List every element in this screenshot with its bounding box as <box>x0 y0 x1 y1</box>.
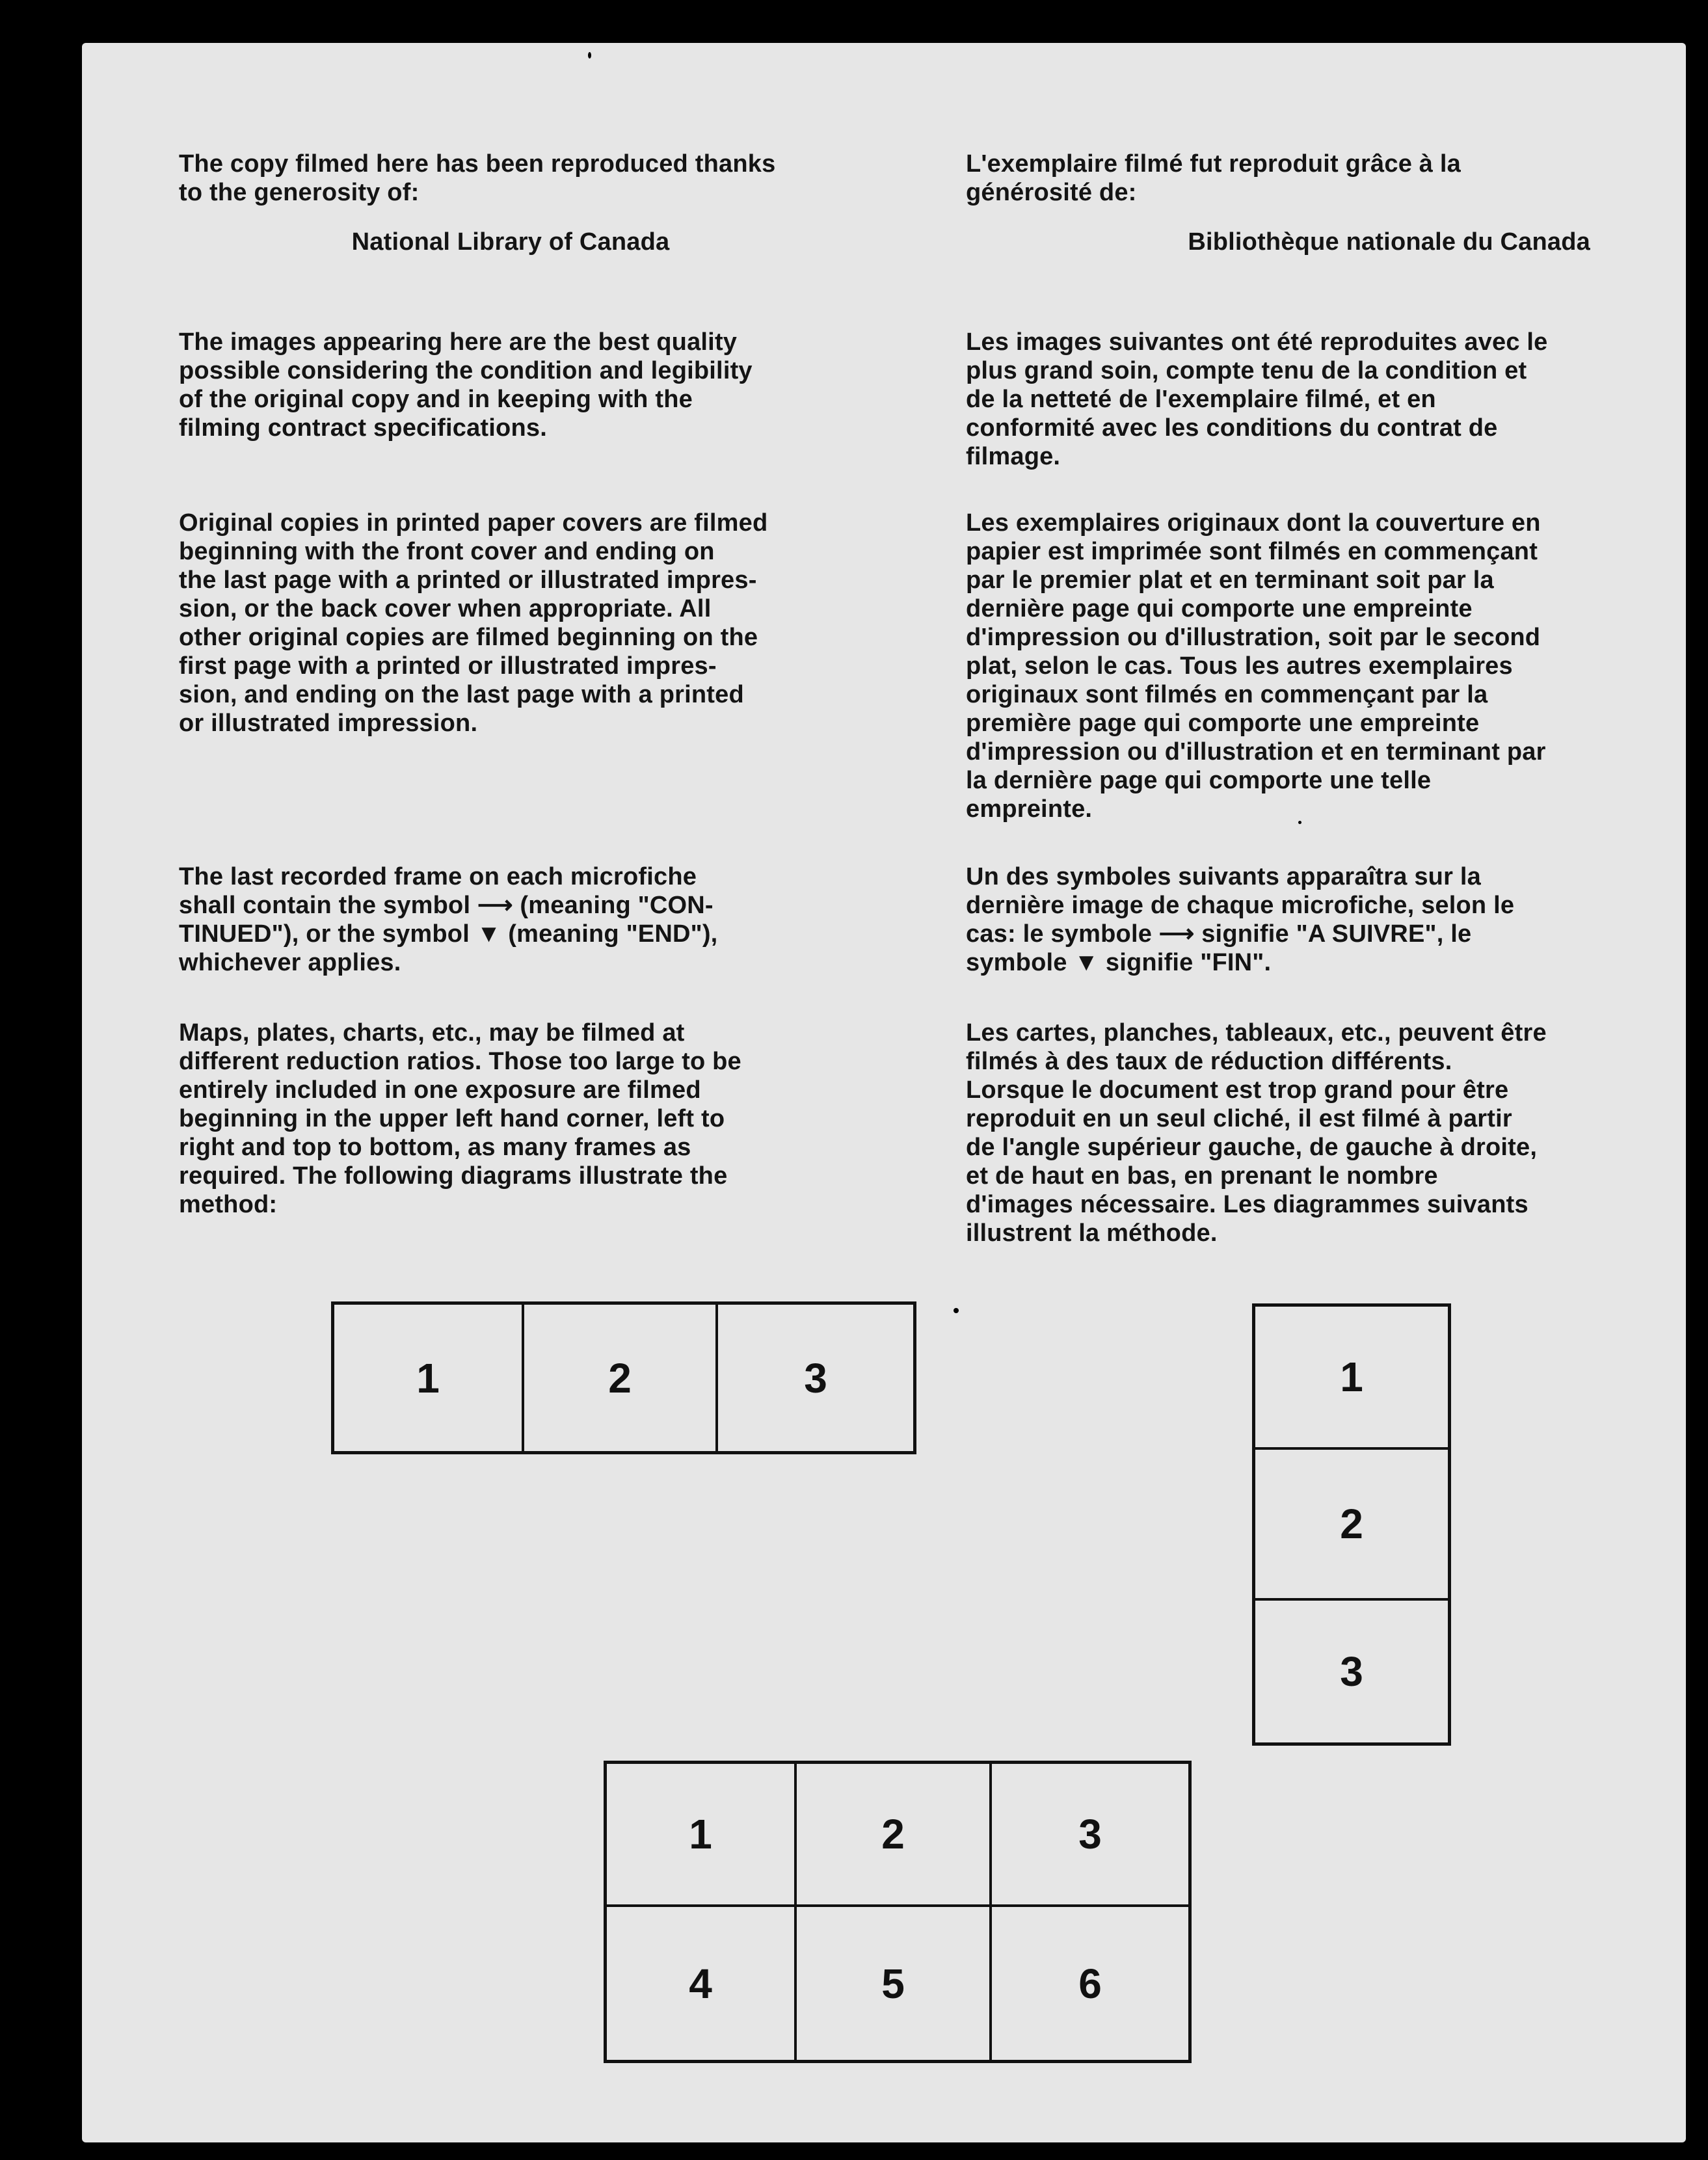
frame-cell: 3 <box>804 1354 827 1402</box>
microfiche-symbol-fr: Un des symboles suivants apparaîtra sur la dernière image de chaque microfiche, selon le cas: le symbole ⟶ signifie "A SUIVRE", le symbole ▼ signifie "FIN". <box>966 863 1515 976</box>
original-copies-en: Original copies in printed paper covers are filmed beginning with the front cover and ending on the last page with a printed or illustrated impres- sion, or the back cover when appropriate. All other original copies are filmed beginning on the first page with a printed or illustrated impres- sion, and ending on the last page with a printed or illustrated impression. <box>179 509 768 737</box>
maps-plates-fr: Les cartes, planches, tableaux, etc., peuvent être filmés à des taux de réduction différents. Lorsque le document est trop grand pour être reproduit en un seul cliché, il est filmé à partir de l'angle supérieur gauche, de gauche à droite, et de haut en bas, en prenant le nombre d'images nécessaire. Les diagrammes suivants illustrent la méthode. <box>966 1019 1547 1247</box>
frame-cell: 1 <box>1255 1307 1448 1450</box>
dust-speck <box>954 1308 959 1313</box>
frame-cell: 5 <box>797 1907 992 2060</box>
copy-credit-fr: L'exemplaire filmé fut reproduit grâce à la générosité de: <box>966 150 1461 206</box>
image-quality-fr: Les images suivantes ont été reproduites avec le plus grand soin, compte tenu de la condition et de la netteté de l'exemplaire filmé, et en conformité avec les conditions du contrat de filmage. <box>966 328 1548 470</box>
frame-cell: 1 <box>334 1305 524 1451</box>
frame-cell: 2 <box>1255 1450 1448 1601</box>
library-name-en: National Library of Canada <box>351 228 670 256</box>
diagram-vertical <box>1252 1303 1451 1746</box>
diagram-horizontal <box>331 1301 916 1454</box>
library-name-fr: Bibliothèque nationale du Canada <box>1188 228 1590 256</box>
dust-speck <box>1298 821 1301 824</box>
frame-cell: 4 <box>607 1907 797 2060</box>
image-quality-en: The images appearing here are the best quality possible considering the condition and legibility of the original copy and in keeping with the filming contract specifications. <box>179 328 753 442</box>
frame-cell: 2 <box>524 1305 718 1451</box>
frame-cell: 2 <box>797 1764 992 1907</box>
maps-plates-en: Maps, plates, charts, etc., may be filmed at different reduction ratios. Those too large to be entirely included in one exposure are filmed beginning in the upper left hand corner, left to right and top to bottom, as many frames as required. The following diagrams illustrate the method: <box>179 1019 741 1218</box>
frame-cell: 6 <box>1078 1960 1102 2007</box>
copy-credit-en: The copy filmed here has been reproduced thanks to the generosity of: <box>179 150 776 206</box>
microfiche-symbol-en: The last recorded frame on each microfiche shall contain the symbol ⟶ (meaning "CON- TINUED"), or the symbol ▼ (meaning "END"), whichever applies. <box>179 863 718 976</box>
diagram-grid <box>604 1761 1192 2063</box>
original-copies-fr: Les exemplaires originaux dont la couverture en papier est imprimée sont filmés en commençant par le premier plat et en terminant soit par la dernière page qui comporte une empreinte d'impression ou d'illustration, soit par le second plat, selon le cas. Tous les autres exemplaires originaux sont filmés en commençant par la première page qui comporte une empreinte d'impression ou d'illustration et en terminant par la dernière page qui comporte une telle empreinte. <box>966 509 1546 823</box>
frame-cell: 3 <box>992 1764 1188 1907</box>
frame-cell: 3 <box>1340 1648 1363 1695</box>
dust-speck <box>588 52 591 59</box>
frame-cell: 1 <box>607 1764 797 1907</box>
